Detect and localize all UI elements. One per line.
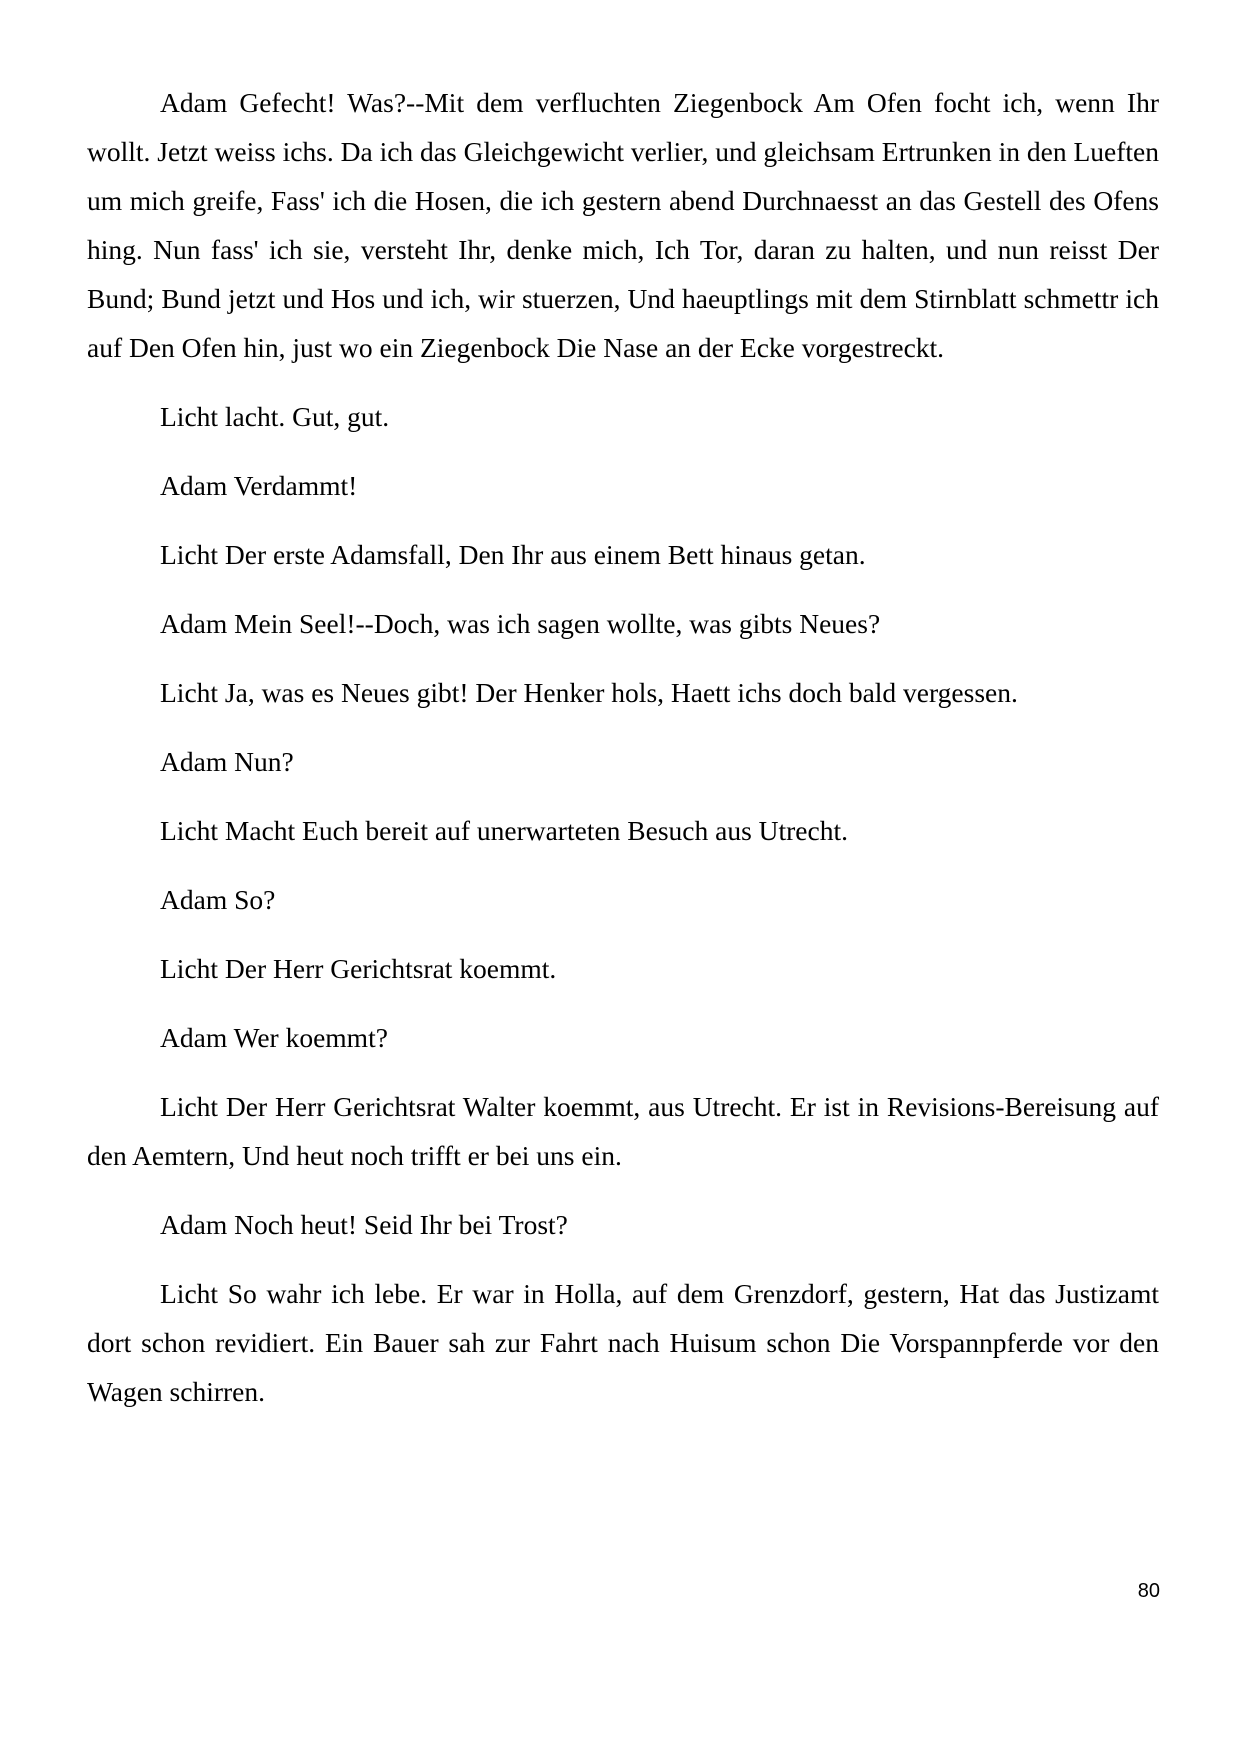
paragraph-licht-adamsfall: Licht Der erste Adamsfall, Den Ihr aus einem Bett hinaus getan. <box>160 539 866 570</box>
paragraph-adam-gefecht: Adam Gefecht! Was?--Mit dem verfluchten Ziegenbock Am Ofen focht ich, wenn Ihr wollt. Jetzt weiss ichs. Da ich das Gleichgewicht verlier, und gleichsam Ertrunken in den Lueften um mich greife, Fass' ich die Hosen, die ich gestern abend Durchnaesst an das Gestell des Ofens hing. Nun fass' ich sie, versteht Ihr, denke mich, Ich Tor, daran zu halten, und nun reisst Der Bund; Bund jetzt und Hos und ich, wir stuerzen, Und haeuptlings mit dem Stirnblatt schmettr ich auf Den Ofen hin, just wo ein Ziegenbock Die Nase an der Ecke vorgestreckt. <box>87 87 1159 363</box>
paragraph-licht-besuch: Licht Macht Euch bereit auf unerwarteten Besuch aus Utrecht. <box>160 815 848 846</box>
paragraph-adam-mein-seel: Adam Mein Seel!--Doch, was ich sagen wollte, was gibts Neues? <box>160 608 881 639</box>
paragraph-adam-verdammt: Adam Verdammt! <box>160 470 358 501</box>
document-body <box>87 78 1159 1436</box>
paragraph-adam-nun: Adam Nun? <box>160 746 294 777</box>
paragraph-licht-walter: Licht Der Herr Gerichtsrat Walter koemmt, aus Utrecht. Er ist in Revisions-Bereisung auf den Aemtern, Und heut noch trifft er bei uns ein. <box>87 1091 1159 1171</box>
paragraph-licht-holla: Licht So wahr ich lebe. Er war in Holla, auf dem Grenzdorf, gestern, Hat das Justizamt dort schon revidiert. Ein Bauer sah zur Fahrt nach Huisum schon Die Vorspannpferde vor den Wagen schirren. <box>87 1278 1159 1407</box>
paragraph-adam-noch-heut: Adam Noch heut! Seid Ihr bei Trost? <box>160 1209 568 1240</box>
paragraph-licht-neues: Licht Ja, was es Neues gibt! Der Henker hols, Haett ichs doch bald vergessen. <box>160 677 1018 708</box>
paragraph-adam-so: Adam So? <box>160 884 276 915</box>
paragraph-licht-lacht: Licht lacht. Gut, gut. <box>160 401 390 432</box>
paragraph-licht-gerichtsrat: Licht Der Herr Gerichtsrat koemmt. <box>160 953 557 984</box>
paragraph-adam-wer-koemmt: Adam Wer koemmt? <box>160 1022 388 1053</box>
page-number: 80 <box>1137 1580 1160 1602</box>
